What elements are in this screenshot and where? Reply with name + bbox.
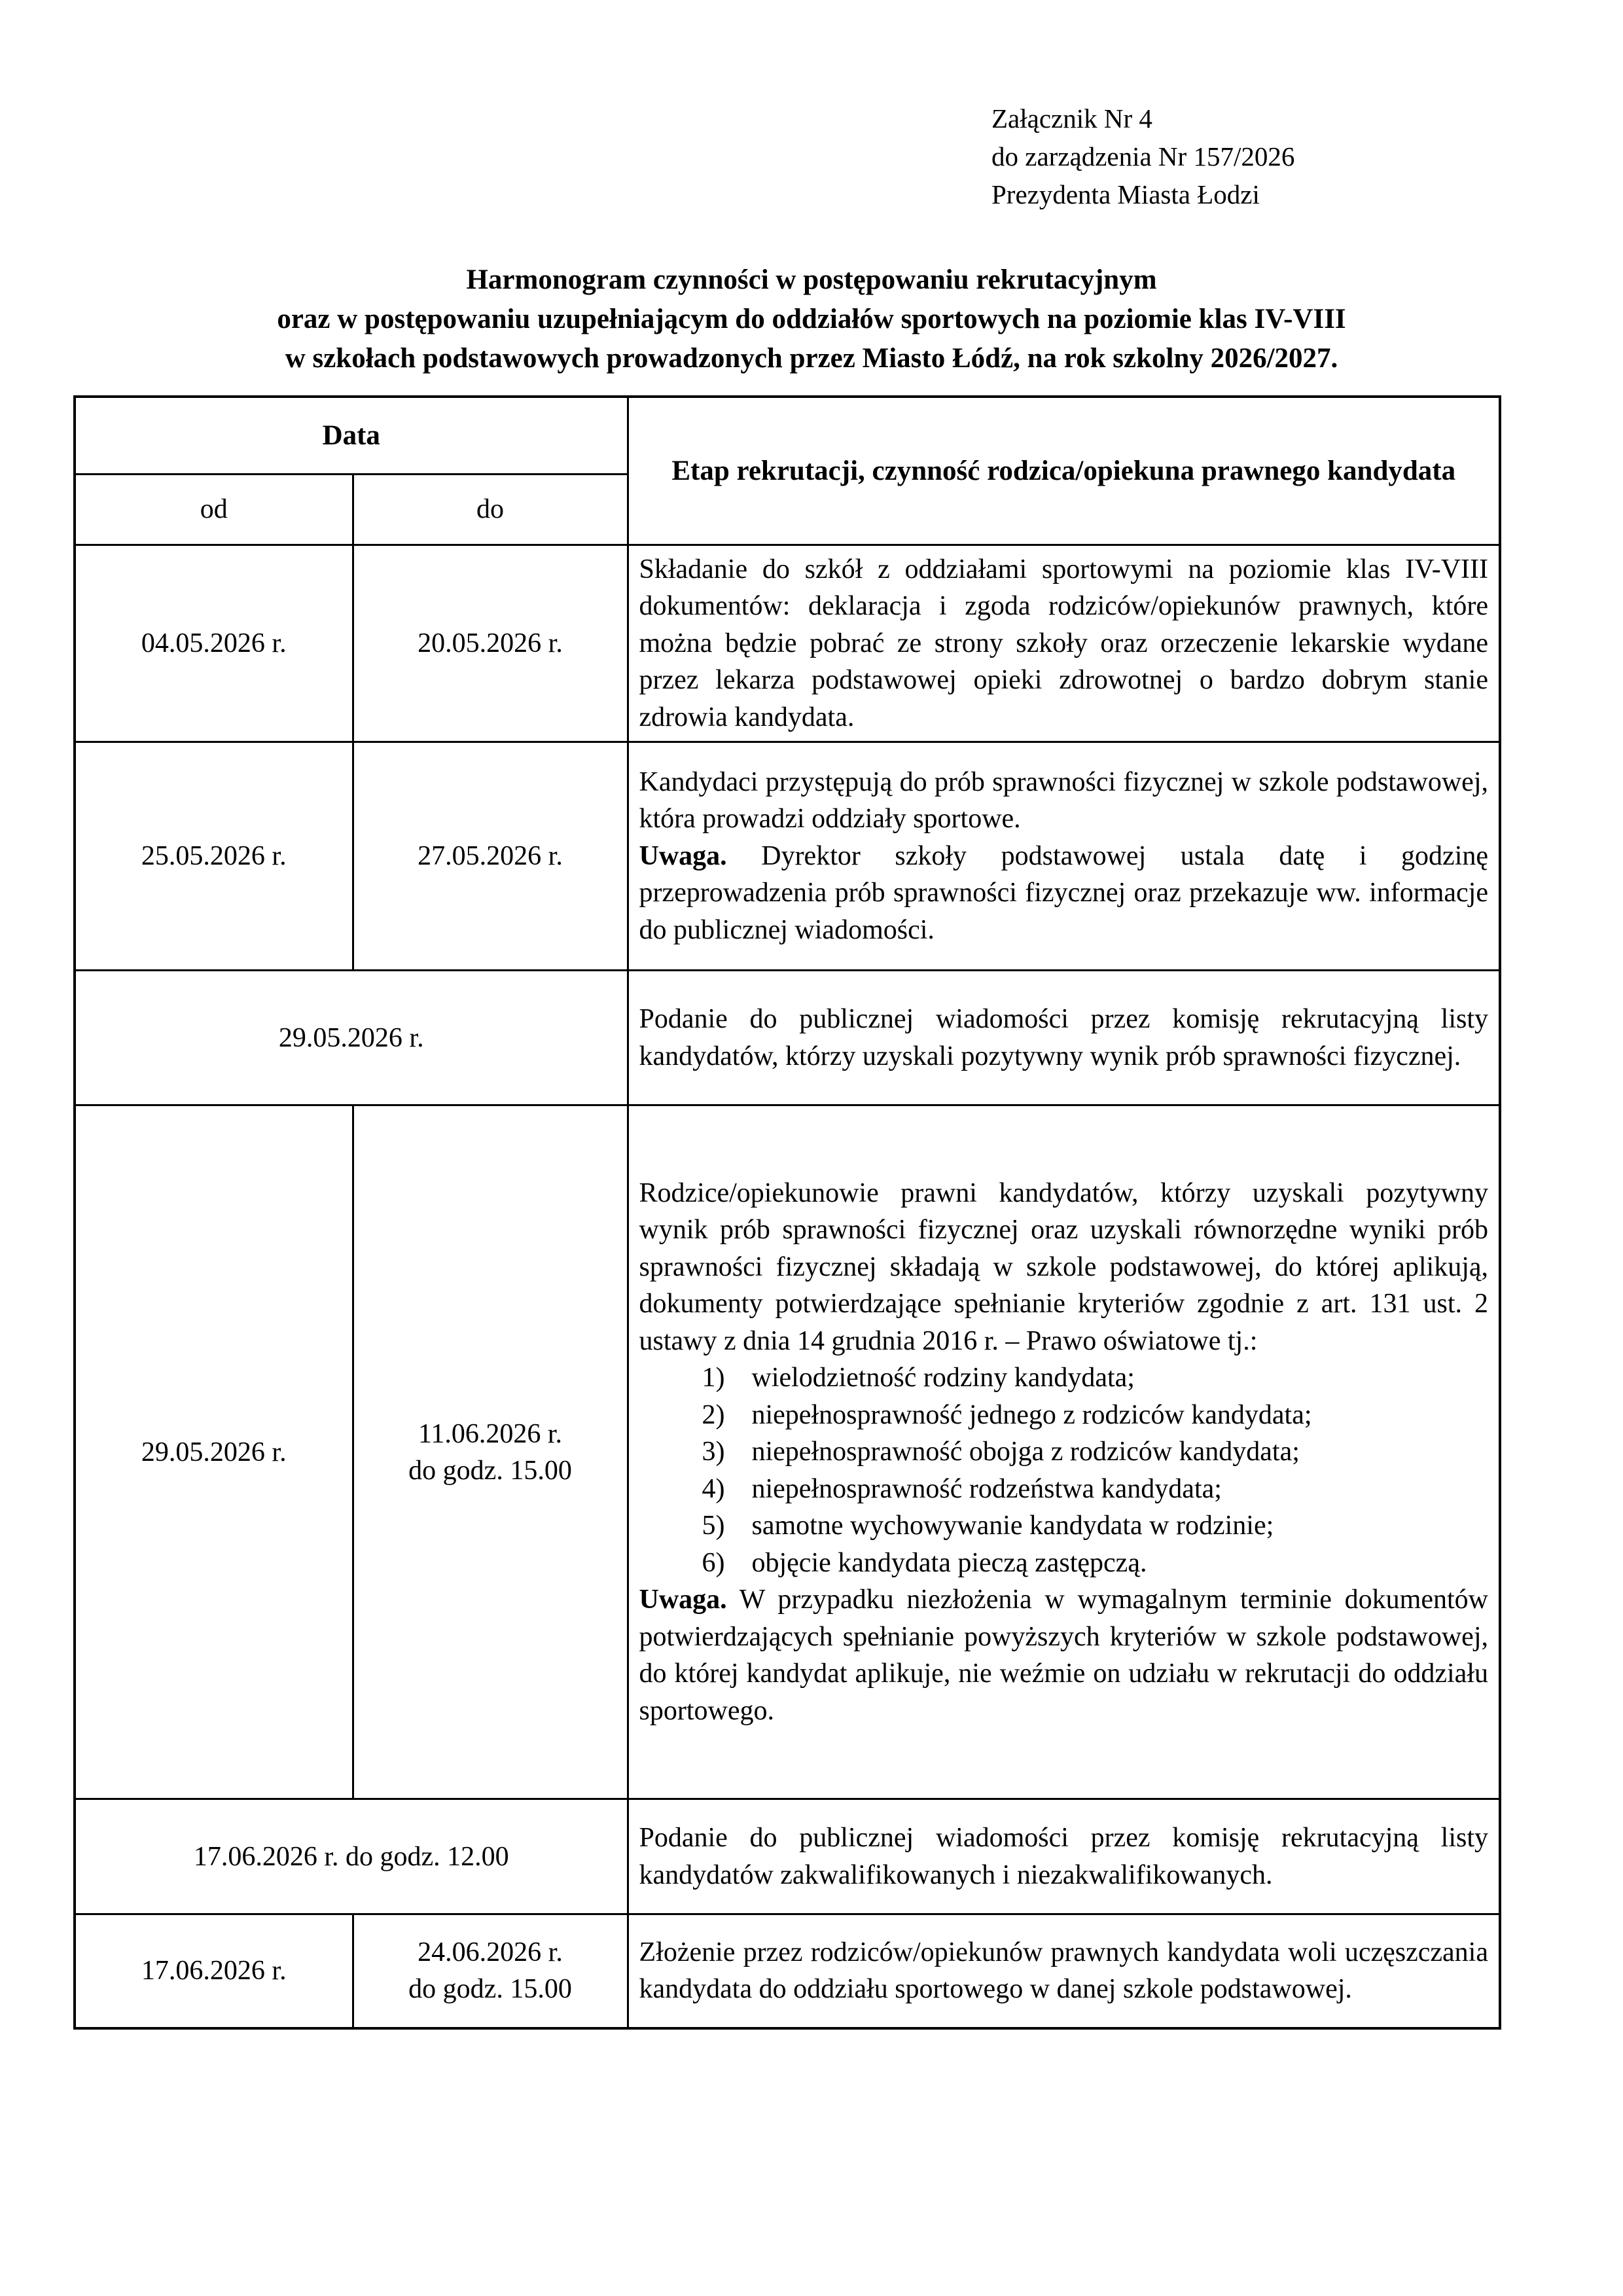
row6-date-od: 17.06.2026 r. xyxy=(75,1914,353,2028)
annex-line-2: do zarządzenia Nr 157/2026 xyxy=(991,141,1295,171)
annex-line-3: Prezydenta Miasta Łodzi xyxy=(991,179,1260,209)
title-line-1: Harmonogram czynności w postępowaniu rekrutacyjnym xyxy=(466,264,1157,295)
row3-date: 29.05.2026 r. xyxy=(75,971,628,1105)
row4-list-num-6: 6) xyxy=(702,1547,725,1578)
row4-intro: Rodzice/opiekunowie prawni kandydatów, którzy uzyskali pozytywny wynik prób sprawności fizycznej oraz uzyskali równorzędne wyniki prób sprawności fizycznej składają w szkole podstawowej, do której aplikują, dokumenty potwierdzające spełnianie kryteriów zgodnie z art. 131 ust. 2 ustawy z dnia 14 grudnia 2016 r. – Prawo oświatowe tj.: xyxy=(639,1177,1488,1356)
row5-date: 17.06.2026 r. do godz. 12.00 xyxy=(75,1799,628,1914)
row4-stage-cell xyxy=(628,1105,1500,1799)
row6-date-do-line1: 24.06.2026 r. xyxy=(418,1937,563,1968)
row6-date-do-line2: do godz. 15.00 xyxy=(408,1974,572,2005)
annex-block xyxy=(991,0,1623,213)
row4-list-item-2 xyxy=(639,1397,1489,1434)
row2-date-od: 25.05.2026 r. xyxy=(75,742,353,971)
row4-list-text-1: wielodzietność rodziny kandydata; xyxy=(751,1363,1135,1393)
row2-note-text: Dyrektor szkoły podstawowej ustala datę i godzinę przeprowadzenia prób sprawności fizycznej oraz przekazuje ww. informacje do publicznej wiadomości. xyxy=(639,840,1489,945)
table-row-5 xyxy=(75,1799,1500,1914)
row2-stage-cell xyxy=(628,742,1500,971)
row4-list-num-1: 1) xyxy=(702,1363,725,1393)
row2-note-label: Uwaga. xyxy=(639,840,727,871)
row5-text: Podanie do publicznej wiadomości przez komisję rekrutacyjną listy kandydatów zakwalifikowanych i niezakwalifikowanych. xyxy=(639,1823,1488,1890)
row3-text: Podanie do publicznej wiadomości przez komisję rekrutacyjną listy kandydatów, którzy uzyskali pozytywny wynik prób sprawności fizycznej. xyxy=(639,1004,1488,1071)
row4-note-text: W przypadku niezłożenia w wymagalnym terminie dokumentów potwierdzających spełnianie powyższych kryteriów w szkole podstawowej, do której kandydat aplikuje, nie weźmie on udziału w rekrutacji do oddziału sportowego. xyxy=(639,1585,1488,1726)
row4-list-item-3 xyxy=(639,1433,1489,1471)
row6-text: Złożenie przez rodziców/opiekunów prawnych kandydata woli uczęszczania kandydata do oddziału sportowego w danej szkole podstawowej. xyxy=(639,1937,1488,2005)
row4-list-text-6: objęcie kandydata pieczą zastępczą. xyxy=(751,1547,1147,1578)
row4-list-num-2: 2) xyxy=(702,1399,725,1430)
table-row-6 xyxy=(75,1914,1500,2028)
table-row-2 xyxy=(75,742,1500,971)
row4-list-text-2: niepełnosprawność jednego z rodziców kandydata; xyxy=(751,1399,1312,1430)
header-data: Data xyxy=(75,397,628,474)
row4-date-od: 29.05.2026 r. xyxy=(75,1105,353,1799)
row4-list-text-4: niepełnosprawność rodzeństwa kandydata; xyxy=(751,1473,1222,1504)
table-row-1 xyxy=(75,545,1500,742)
document-title xyxy=(0,260,1623,378)
header-row-data xyxy=(75,397,1500,474)
row4-list-text-5: samotne wychowywanie kandydata w rodzinie; xyxy=(751,1511,1274,1541)
row2-date-do: 27.05.2026 r. xyxy=(353,742,628,971)
row5-stage-cell xyxy=(628,1799,1500,1914)
header-etap: Etap rekrutacji, czynność rodzica/opiekuna prawnego kandydata xyxy=(628,397,1500,545)
row4-list-item-5 xyxy=(639,1507,1489,1545)
row4-date-do xyxy=(353,1105,628,1799)
row4-note-label: Uwaga. xyxy=(639,1585,727,1615)
row4-list-num-3: 3) xyxy=(702,1437,725,1467)
row1-stage-cell xyxy=(628,545,1500,742)
row6-date-do xyxy=(353,1914,628,2028)
table-row-3 xyxy=(75,971,1500,1105)
row1-text: Składanie do szkół z oddziałami sportowymi na poziomie klas IV-VIII dokumentów: deklaracja i zgoda rodziców/opiekunów prawnych, które można będzie pobrać ze strony szkoły oraz orzeczenie lekarskie wydane przez lekarza podstawowej opieki zdrowotnej o bardzo dobrym stanie zdrowia kandydata. xyxy=(639,554,1488,732)
row4-note xyxy=(639,1581,1489,1729)
table-row-4 xyxy=(75,1105,1500,1799)
row4-list-item-1 xyxy=(639,1359,1489,1397)
row2-text: Kandydaci przystępują do prób sprawności fizycznej w szkole podstawowej, która prowadzi oddziały sportowe. xyxy=(639,766,1488,834)
row4-date-do-line1: 11.06.2026 r. xyxy=(418,1418,563,1449)
row4-list-text-3: niepełnosprawność obojga z rodziców kandydata; xyxy=(751,1437,1300,1467)
header-do: do xyxy=(353,474,628,545)
row4-list-item-6 xyxy=(639,1545,1489,1582)
row1-date-do: 20.05.2026 r. xyxy=(353,545,628,742)
title-line-3: w szkołach podstawowych prowadzonych przez Miasto Łódź, na rok szkolny 2026/2027. xyxy=(285,343,1338,374)
row4-list-num-4: 4) xyxy=(702,1473,725,1504)
row1-date-od: 04.05.2026 r. xyxy=(75,545,353,742)
row4-list-item-4 xyxy=(639,1471,1489,1508)
row4-list-num-5: 5) xyxy=(702,1511,725,1541)
title-line-2: oraz w postępowaniu uzupełniającym do oddziałów sportowych na poziomie klas IV-VIII xyxy=(277,304,1346,334)
row4-date-do-line2: do godz. 15.00 xyxy=(408,1455,572,1486)
header-od: od xyxy=(75,474,353,545)
row3-stage-cell xyxy=(628,971,1500,1105)
schedule-table xyxy=(73,395,1501,2030)
annex-line-1: Załącznik Nr 4 xyxy=(991,103,1152,134)
row6-stage-cell xyxy=(628,1914,1500,2028)
row2-note xyxy=(639,838,1489,949)
